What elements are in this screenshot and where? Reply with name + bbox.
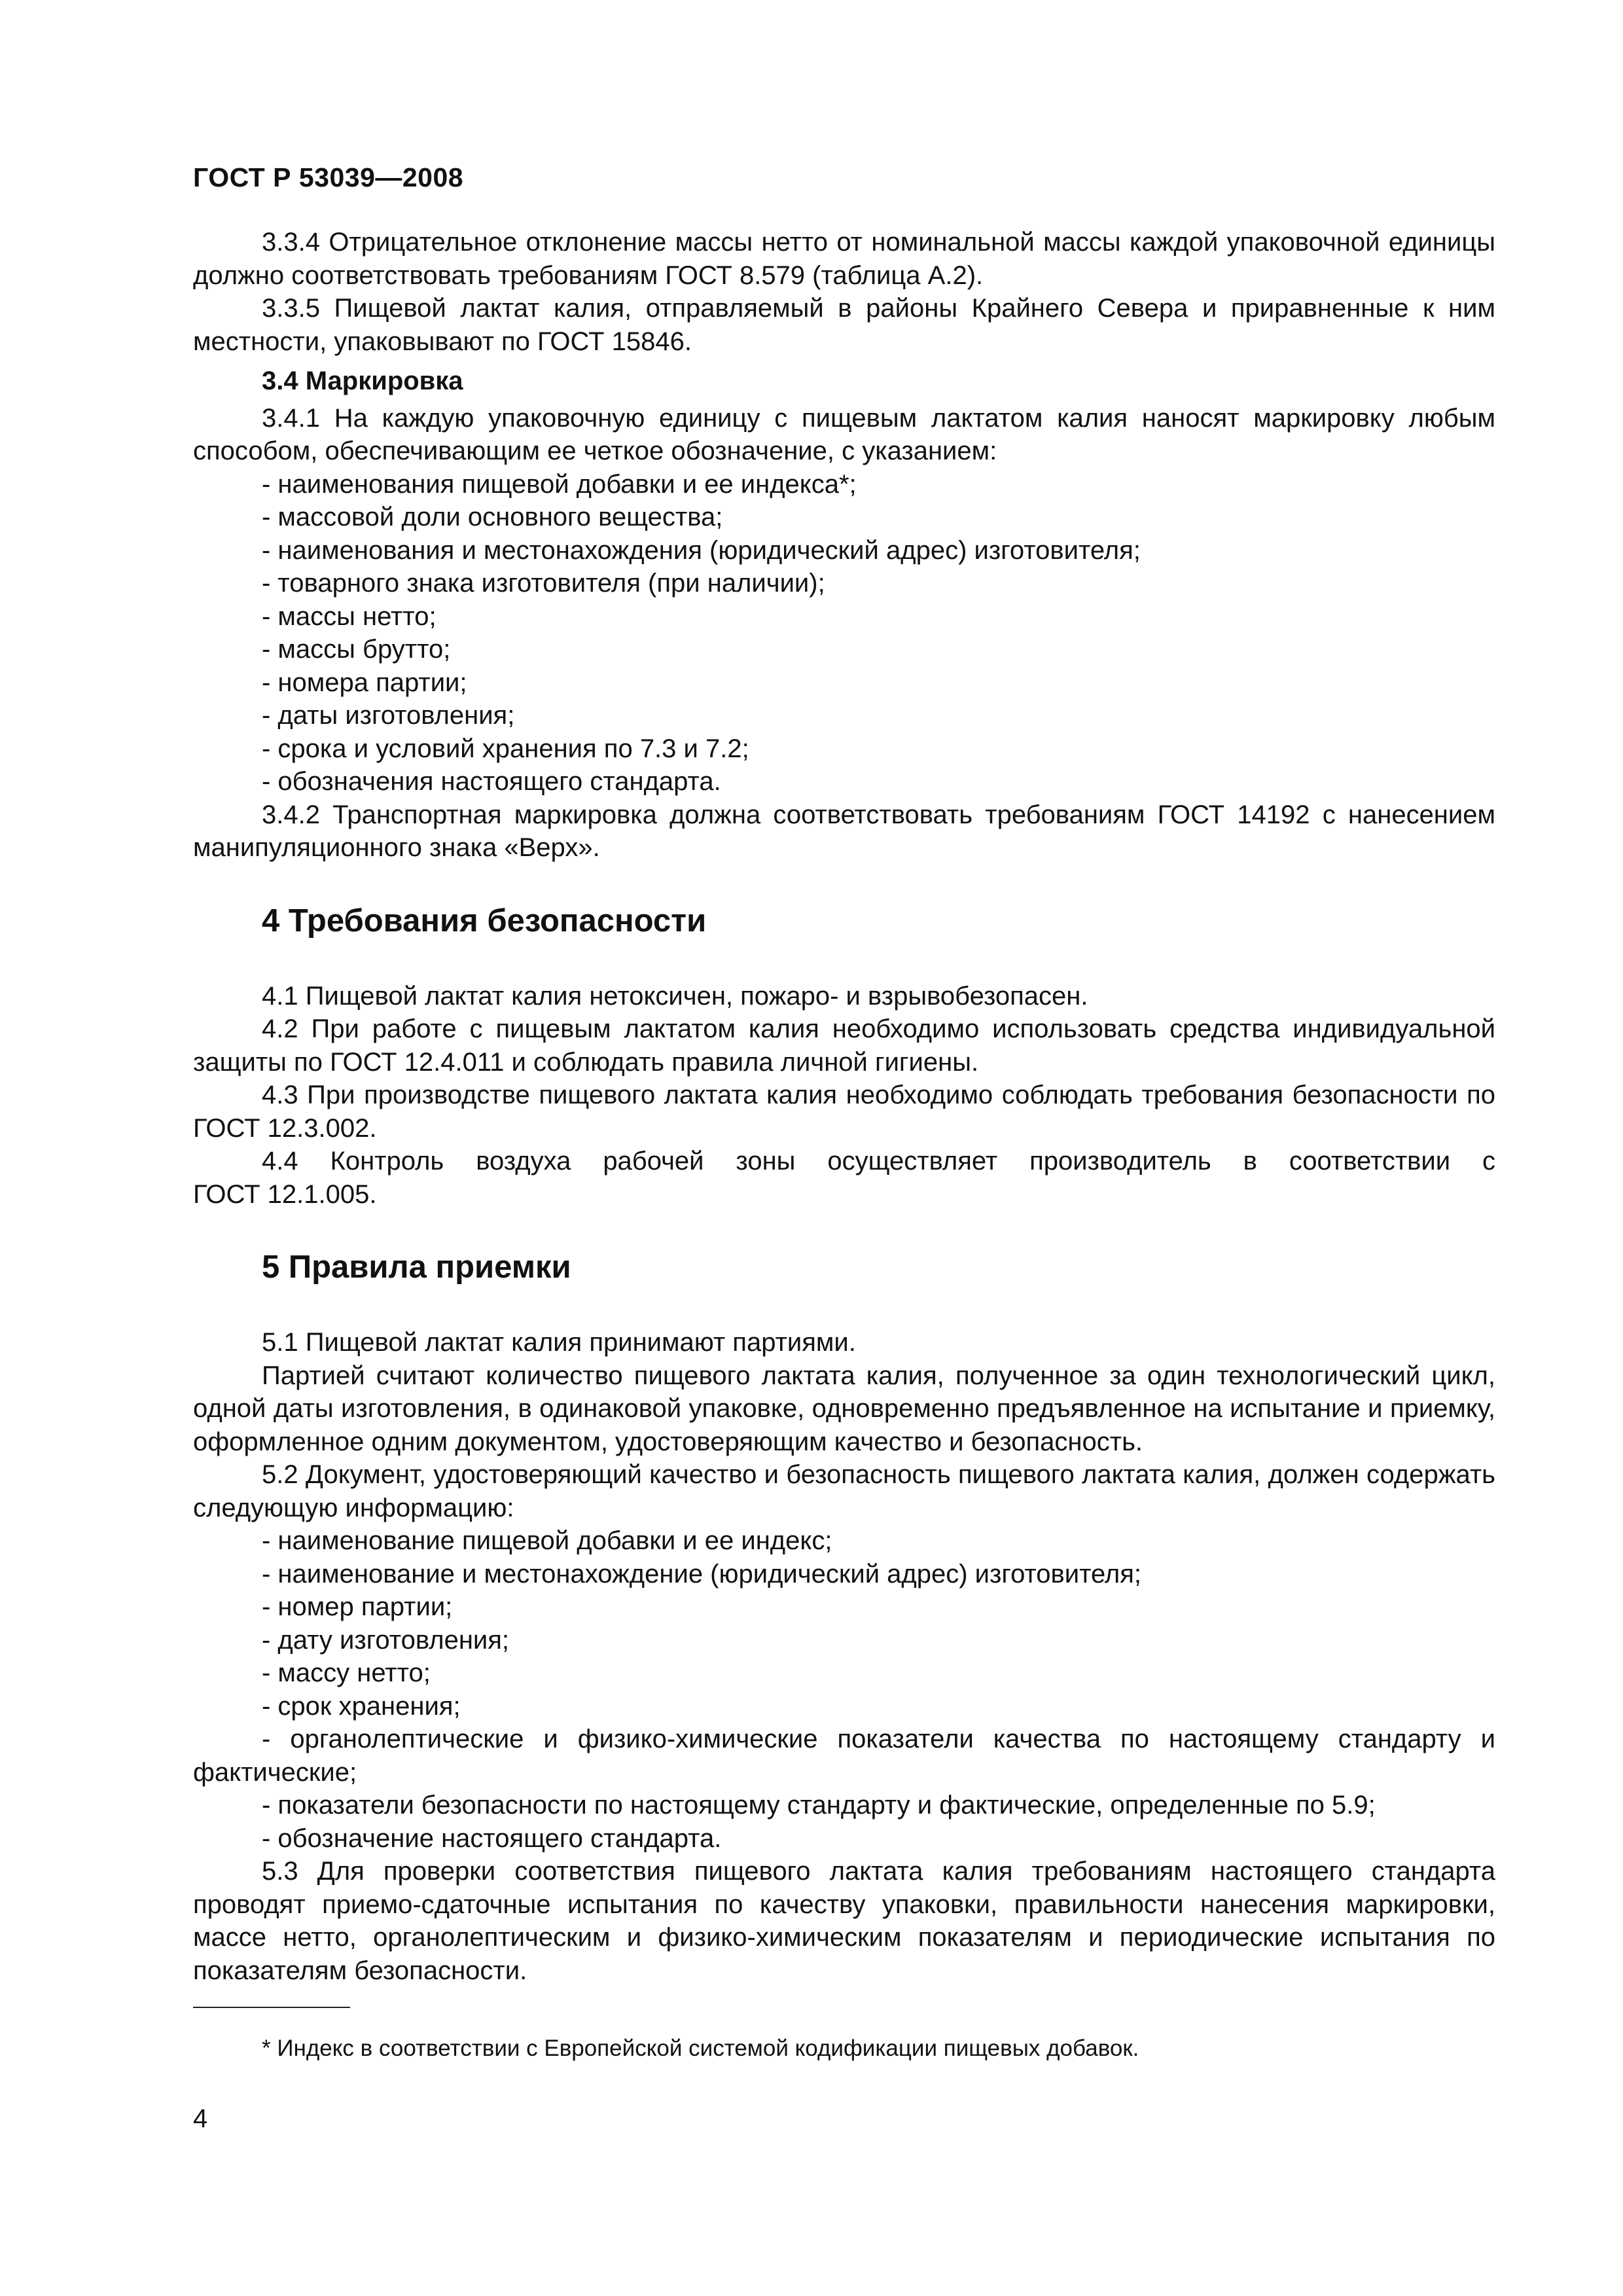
list-item: - обозначение настоящего стандарта. [262, 1823, 722, 1853]
list-item: - органолептические и физико-химические показатели качества по настоящему стандарту и фактические; [193, 1725, 1495, 1787]
paragraph-3-3-5: 3.3.5 Пищевой лактат калия, отправляемый в районы Крайнего Севера и приравненные к ним местности, упаковывают по ГОСТ 15846. [193, 294, 1495, 356]
section-title-5: 5 Правила приемки [262, 1249, 571, 1285]
page-number: 4 [193, 2104, 208, 2133]
paragraph-5-2: 5.2 Документ, удостоверяющий качество и безопасность пищевого лактата калия, должен содержать следующую информацию: [193, 1460, 1495, 1522]
list-item: - товарного знака изготовителя (при наличии); [262, 569, 825, 598]
list-item: - массовой доли основного вещества; [262, 503, 723, 531]
paragraph-5-1: 5.1 Пищевой лактат калия принимают партиями. [262, 1328, 856, 1357]
paragraph-5-1-batch: Партией считают количество пищевого лактата калия, полученное за один технологический цикл, одной даты изготовления, в одинаковой упаковке, одновременно предъявленное на испытание и приемку, оформленное одним документом, удостоверяющим качество и безопасность. [193, 1361, 1495, 1456]
subsection-title-3-4: 3.4 Маркировка [262, 367, 463, 395]
paragraph-3-4-2: 3.4.2 Транспортная маркировка должна соответствовать требованиям ГОСТ 14192 с нанесением манипуляционного знака «Верх». [193, 800, 1495, 862]
list-item: - массы брутто; [262, 635, 451, 664]
paragraph-4-3: 4.3 При производстве пищевого лактата калия необходимо соблюдать требования безопасности по ГОСТ 12.3.002. [193, 1081, 1495, 1143]
paragraph-3-3-4: 3.3.4 Отрицательное отклонение массы нетто от номинальной массы каждой упаковочной единицы должно соответствовать требованиям ГОСТ 8.579 (таблица А.2). [193, 228, 1495, 290]
list-item: - даты изготовления; [262, 701, 515, 730]
list-item: - наименование пищевой добавки и ее индекс; [262, 1526, 832, 1555]
document-header: ГОСТ Р 53039—2008 [193, 162, 464, 192]
list-item: - наименования и местонахождения (юридический адрес) изготовителя; [262, 535, 1141, 565]
list-5-2 [193, 1524, 1495, 1855]
list-item: - номера партии; [262, 668, 467, 697]
paragraph-4-4-line-1: 4.4 Контроль воздуха рабочей зоны осуществляет производитель в соответствии с [262, 1147, 1495, 1175]
list-item: - наименования пищевой добавки и ее индекса*; [262, 469, 857, 499]
paragraph-5-3: 5.3 Для проверки соответствия пищевого лактата калия требованиям настоящего стандарта проводят приемо-сдаточные испытания по качеству упаковки, правильности нанесения маркировки, массе нетто, органолептическим и физико-химическим показателям и периодические испытания по показателям безопасности. [193, 1857, 1495, 1985]
list-item: - массу нетто; [262, 1659, 431, 1687]
list-item: - показатели безопасности по настоящему стандарту и фактические, определенные по 5.9; [262, 1791, 1376, 1820]
list-3-4-1 [193, 468, 1495, 798]
paragraph-4-2: 4.2 При работе с пищевым лактатом калия необходимо использовать средства индивидуальной защиты по ГОСТ 12.4.011 и соблюдать правила личной гигиены. [193, 1014, 1495, 1077]
list-item: - массы нетто; [262, 601, 437, 631]
list-item: - срок хранения; [262, 1691, 461, 1721]
list-item: - наименование и местонахождение (юридический адрес) изготовителя; [262, 1559, 1142, 1588]
section-title-4: 4 Требования безопасности [262, 903, 707, 939]
list-item: - обозначения настоящего стандарта. [262, 767, 721, 796]
footnote-divider [193, 2007, 350, 2008]
paragraph-4-4-line-2: ГОСТ 12.1.005. [193, 1179, 377, 1209]
list-item: - номер партии; [262, 1592, 453, 1621]
page-body [193, 226, 1495, 1987]
list-item: - срока и условий хранения по 7.3 и 7.2; [262, 734, 749, 763]
paragraph-4-1: 4.1 Пищевой лактат калия нетоксичен, пожаро- и взрывобезопасен. [262, 981, 1088, 1011]
footnote: * Индекс в соответствии с Европейской системой кодификации пищевых добавок. [262, 2036, 1139, 2061]
list-item: - дату изготовления; [262, 1625, 510, 1655]
paragraph-3-4-1: 3.4.1 На каждую упаковочную единицу с пищевым лактатом калия наносят маркировку любым способом, обеспечивающим ее четкое обозначение, с указанием: [193, 403, 1495, 465]
